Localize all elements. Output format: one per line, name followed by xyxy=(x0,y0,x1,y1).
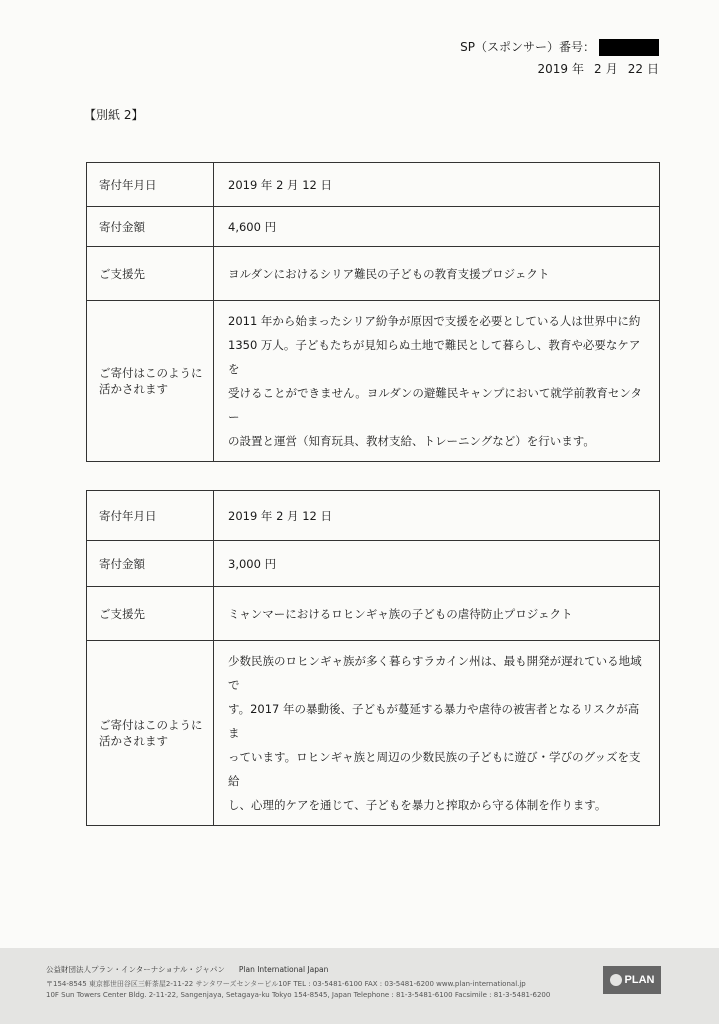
usage-description-line: す。2017 年の暴動後、子どもが蔓延する暴力や虐待の被害者となるリスクが高ま xyxy=(228,702,640,740)
usage-label xyxy=(87,641,214,826)
usage-description-line: し、心理的ケアを通じて、子どもを暴力と搾取から守る体制を作ります。 xyxy=(228,798,607,812)
donation-amount-value: 4,600 円 xyxy=(214,207,660,247)
issue-date xyxy=(460,58,659,80)
donation-date-row xyxy=(87,163,660,207)
usage-description-line: 1350 万人。子どもたちが見知らぬ土地で難民として暮らし、教育や必要なケアを xyxy=(228,338,641,376)
donation-date-value: 2019 年 2 月 12 日 xyxy=(214,163,660,207)
usage-description-line: の設置と運営（知育玩具、教材支給、トレーニングなど）を行います。 xyxy=(228,434,595,448)
usage-row xyxy=(87,301,660,462)
footer-org-jp: 公益財団法人プラン・インターナショナル・ジャパン xyxy=(46,965,225,974)
redacted-sponsor-number xyxy=(599,39,659,56)
issue-day-unit: 日 xyxy=(646,62,659,76)
donation-date-value: 2019 年 2 月 12 日 xyxy=(214,491,660,541)
plan-logo-text: PLAN xyxy=(624,974,655,986)
usage-label-line: ご寄付はこのように xyxy=(99,366,203,380)
usage-description-line: 少数民族のロヒンギャ族が多く暮らすラカイン州は、最も開発が遅れている地域で xyxy=(228,654,642,692)
donation-amount-row xyxy=(87,207,660,247)
donation-amount-row xyxy=(87,541,660,587)
donation-amount-label: 寄付金額 xyxy=(87,207,214,247)
donation-date-label: 寄付年月日 xyxy=(87,163,214,207)
plan-logo-icon xyxy=(610,974,622,986)
usage-description xyxy=(214,641,660,826)
footer-org-line xyxy=(46,964,328,975)
usage-label-line: ご寄付はこのように xyxy=(99,718,203,732)
attachment-label: 【別紙 2】 xyxy=(84,108,144,122)
support-project-label: ご支援先 xyxy=(87,247,214,301)
issue-day: 22 xyxy=(627,62,643,76)
support-project-value: ヨルダンにおけるシリア難民の子どもの教育支援プロジェクト xyxy=(214,247,660,301)
donation-amount-value: 3,000 円 xyxy=(214,541,660,587)
sponsor-number-label: SP（スポンサー）番号： xyxy=(460,40,595,54)
usage-description-line: 受けることができません。ヨルダンの避難民キャンプにおいて就学前教育センター xyxy=(228,386,642,424)
issue-month-unit: 月 xyxy=(605,62,618,76)
support-project-row xyxy=(87,247,660,301)
support-project-label: ご支援先 xyxy=(87,587,214,641)
issue-year-unit: 年 xyxy=(572,62,585,76)
sponsor-number-line xyxy=(460,36,659,58)
support-project-value: ミャンマーにおけるロヒンギャ族の子どもの虐待防止プロジェクト xyxy=(214,587,660,641)
page-footer xyxy=(0,948,719,1024)
usage-description-line: 2011 年から始まったシリア紛争が原因で支援を必要としている人は世界中に約 xyxy=(228,314,641,328)
document-header xyxy=(460,36,659,80)
donation-amount-label: 寄付金額 xyxy=(87,541,214,587)
plan-logo xyxy=(603,966,661,994)
usage-label-line: 活かされます xyxy=(99,382,168,396)
donation-table-2 xyxy=(86,490,660,826)
support-project-row xyxy=(87,587,660,641)
footer-org-en: Plan International Japan xyxy=(238,965,329,974)
donation-date-row xyxy=(87,491,660,541)
usage-description-line: っています。ロヒンギャ族と周辺の少数民族の子どもに遊び・学びのグッズを支給 xyxy=(228,750,641,788)
usage-row xyxy=(87,641,660,826)
issue-year: 2019 xyxy=(537,62,569,76)
donation-table-1 xyxy=(86,162,660,462)
usage-label-line: 活かされます xyxy=(99,734,168,748)
footer-address-en: 10F Sun Towers Center Bldg. 2-11-22, Sangenjaya, Setagaya-ku Tokyo 154-8545, Japan Telephone : 81-3-5481-6100 Facsimile : 81-3-5481-6200 xyxy=(46,991,551,999)
footer-address-jp: 〒154-8545 東京都世田谷区三軒茶屋2-11-22 サンタワーズセンタービル10F TEL : 03-5481-6100 FAX : 03-5481-6200 www.plan-international.jp xyxy=(46,980,526,988)
issue-month: 2 xyxy=(594,62,602,76)
usage-description xyxy=(214,301,660,462)
usage-label xyxy=(87,301,214,462)
donation-date-label: 寄付年月日 xyxy=(87,491,214,541)
